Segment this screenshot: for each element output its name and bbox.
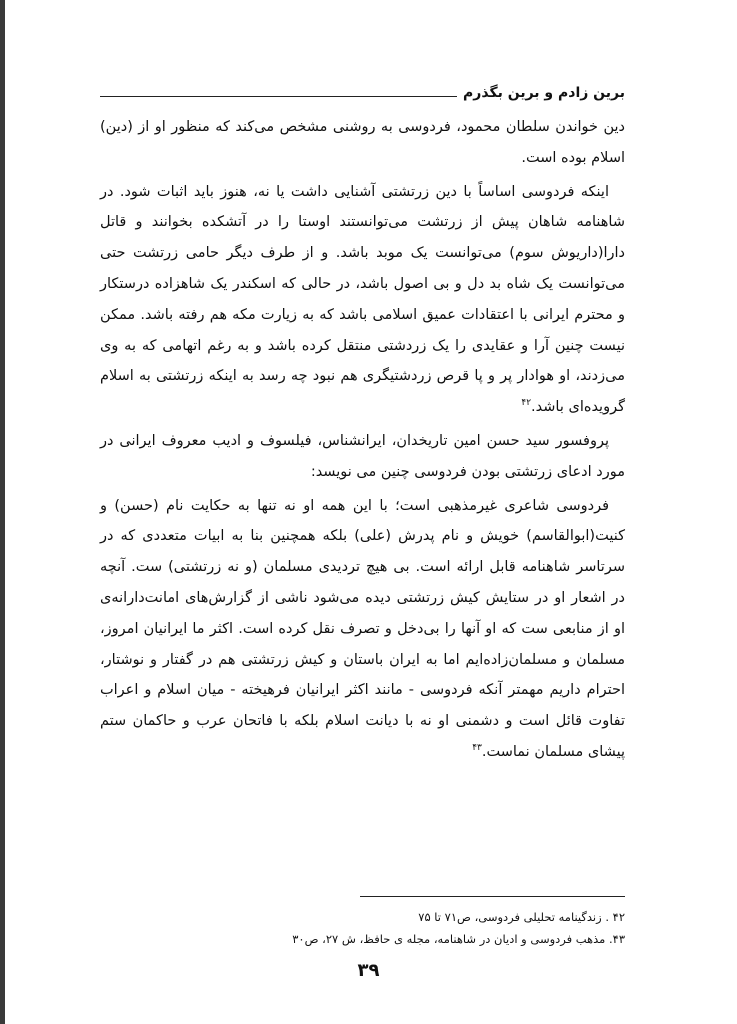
paragraph-2-text: اینکه فردوسی اساساً با دین زرتشتی آشنایی داشت یا نه، هنوز باید اثبات شود. در شاهنامه شاهان پیش از زرتشت می‌توانستند اوستا را در آتشکده بخوانند و قاتل دارا(داریوش سوم) می‌توانست یک موبد باشد. و از طرف دیگر حامی زرتشت حتی می‌توانست یک شاه بد دل و بی اصول باشد، در حالی که اسکندر یک شاهزاده درستکار و محترم ایرانی با اعتقادات عمیق اسلامی باشد که به زیارت مکه هم رفته باشد. ممکن نیست چنین آرا و عقایدی را یک زردشتی منتقل کرده باشد و به رغم اتهامی که به وی می‌زدند، او هوادار پر و پا قرص زردشتیگری هم نبود چه رسد به اینکه زرتشتی به اسلام گرویده‌ای باشد. [100,183,625,416]
footnotes [100,906,625,950]
paragraph-4 [100,491,625,768]
footnote-42: ۴۲ . زندگینامه تحلیلی فردوسی، ص۷۱ تا ۷۵ [418,910,625,924]
running-header [100,82,625,104]
body-text [100,112,625,771]
paragraph-4-text: فردوسی شاعری غیرمذهبی است؛ با این همه او نه تنها به حکایت نام (حسن) و کنیت(ابوالقاسم) خویش و نام پدرش (علی) بلکه همچنین بنا به ابیات متعددی که در سرتاسر شاهنامه قابل ارائه است. بی هیچ تردیدی مسلمان (و نه زرتشتی) ست. آنچه در اشعار او در ستایش کیش زرتشتی دیده می‌شود ناشی از گزارش‌های امانت‌دارانه‌ی او از منابعی ست که او آنها را بی‌دخل و تصرف نقل کرده است. اکثر ما ایرانیان امروز، مسلمان و مسلمان‌زاده‌ایم اما به ایران باستان و کیش زرتشتی هم در گفتار و نوشتار، احترام داریم مهمتر آنکه فردوسی - مانند اکثر ایرانیان فرهیخته - میان اسلام و اعراب تفاوت قائل است و دشمنی او نه با دیانت اسلام بلکه با فاتحان عرب و حاکمان ستم پیشای مسلمان نماست. [100,497,625,760]
page-number: ۳۹ [357,960,380,981]
running-header-title: برین زادم و برین بگذرم [457,82,625,104]
footnote-43: ۴۳. مذهب فردوسی و ادیان در شاهنامه، مجله ی حافظ، ش ۲۷، ص۳۰ [292,932,625,946]
paragraph-2 [100,177,625,423]
scan-edge-bar [0,0,5,1024]
paragraph-1: دین خواندن سلطان محمود، فردوسی به روشنی مشخص می‌کند که منظور او از (دین) اسلام بوده است. [100,119,625,166]
footnote-ref-43: ۴۳ [472,743,482,754]
footnote-rule [360,896,625,897]
footnote-ref-42: ۴۲ [521,398,532,409]
paragraph-3: پروفسور سید حسن امین تاریخدان، ایرانشناس، فیلسوف و ادیب معروف ایرانی در مورد ادعای زرتشتی بودن فردوسی چنین می نویسد: [100,432,625,480]
